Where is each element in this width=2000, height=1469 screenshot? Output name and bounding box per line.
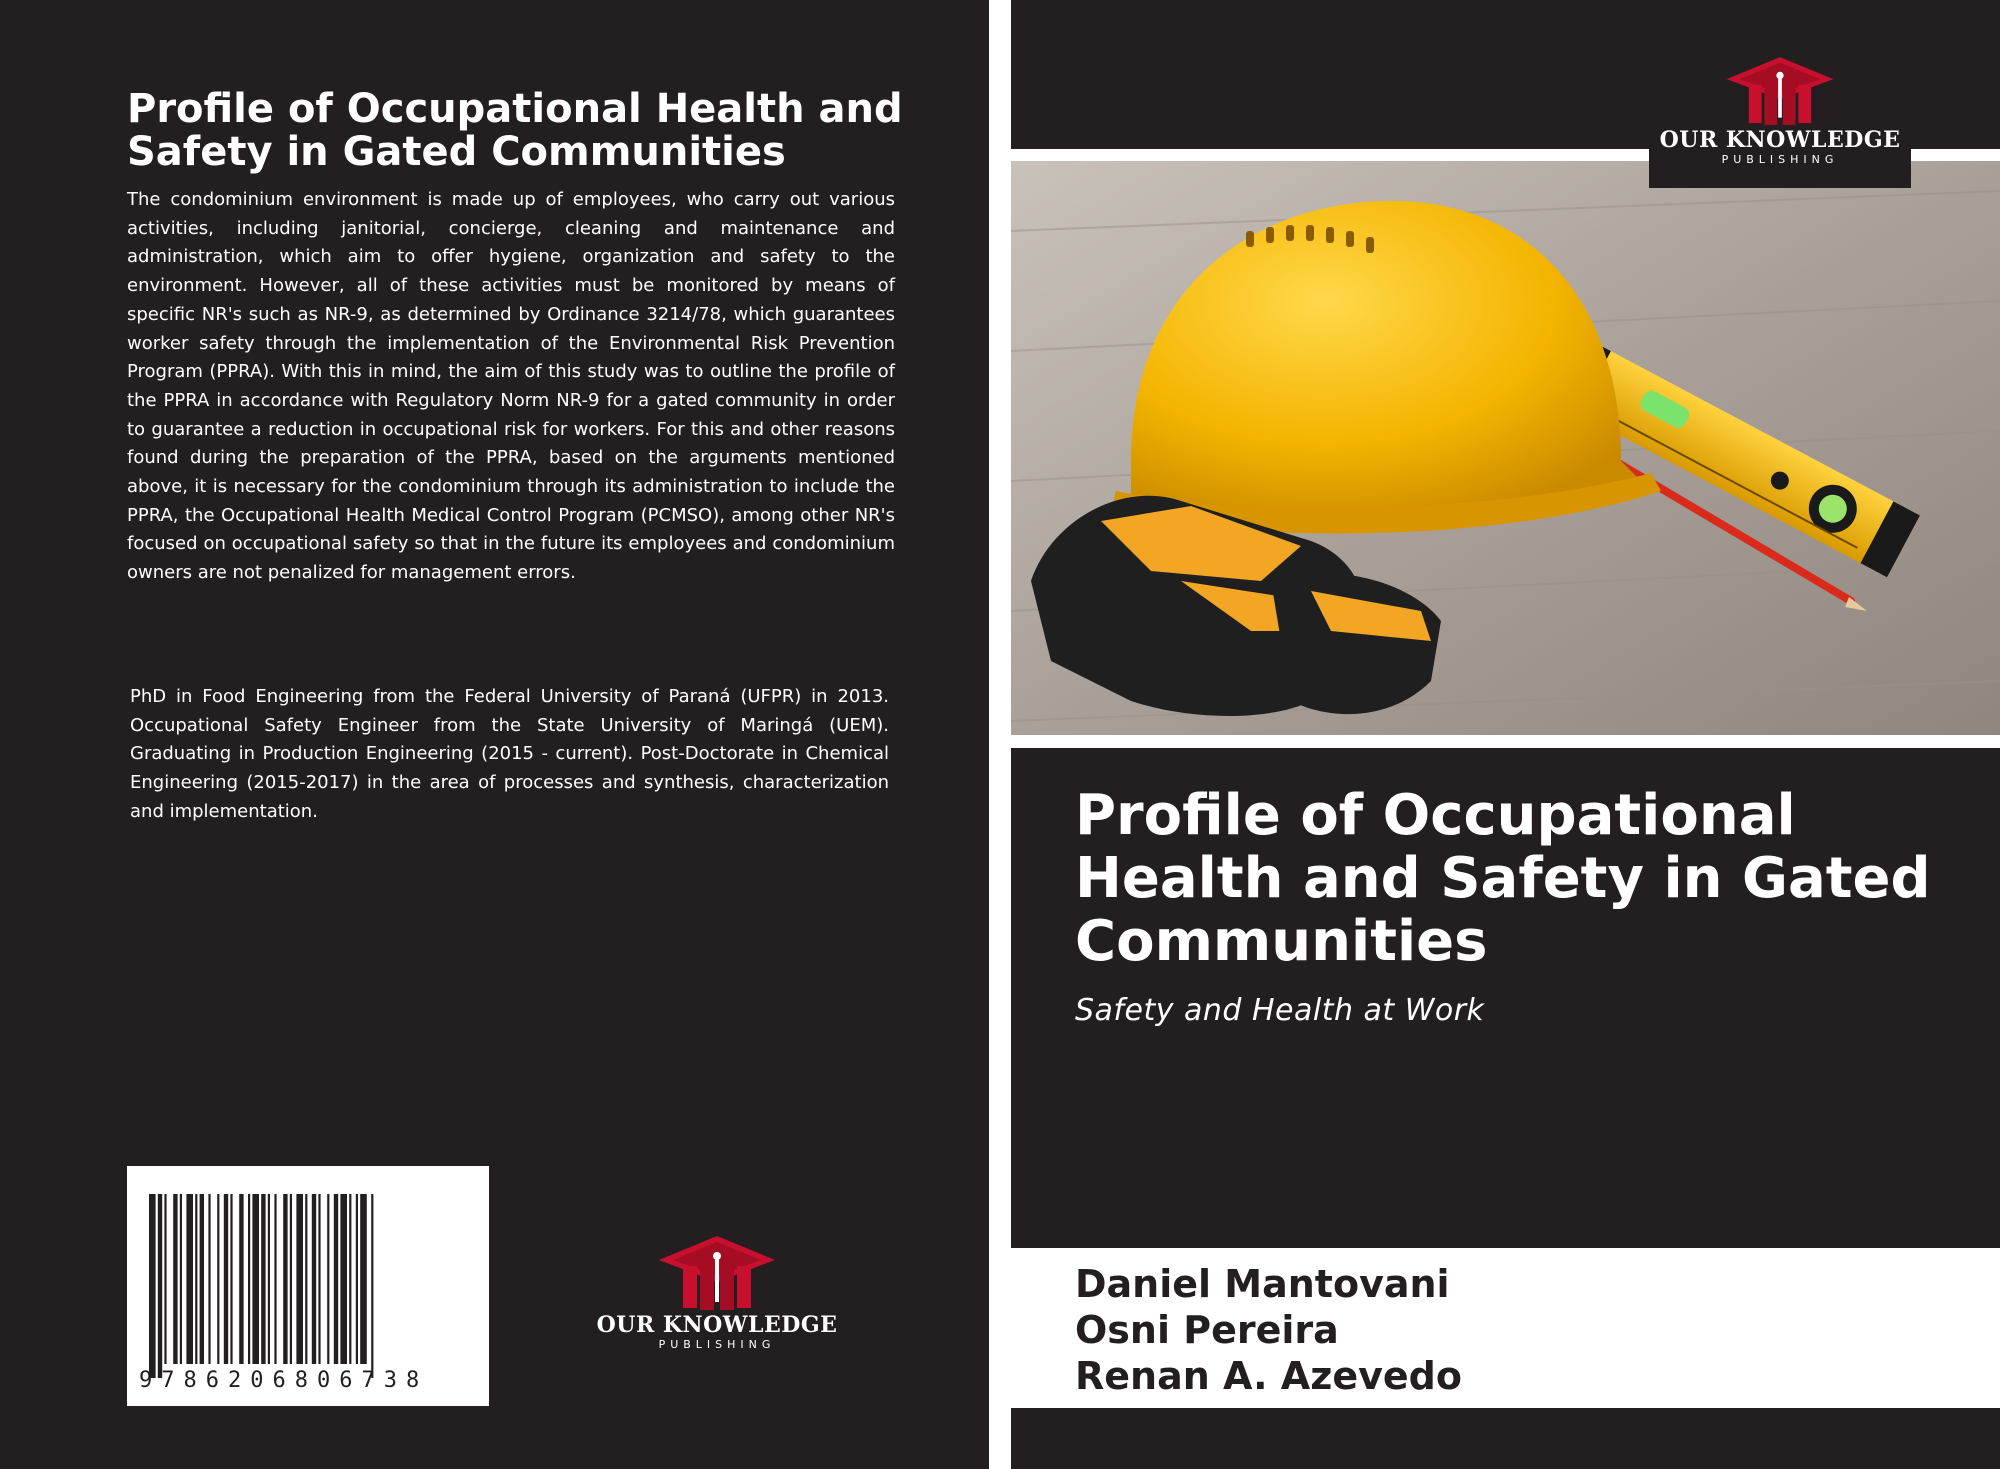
isbn-number: 9786206806738 <box>139 1368 429 1393</box>
publisher-logo-back <box>592 1234 842 1352</box>
barcode-bar <box>158 1194 162 1378</box>
graduation-cap-books-icon <box>657 1234 777 1312</box>
back-cover-blurb: The condominium environment is made up of employees, who carry out various activities, including janitorial, concierge, cleaning and maintenance and administration, which aim to offer hygiene, organization and safety to the environment. However, all of these activities must be monitored by means of specific NR's such as NR-9, as determined by Ordinance 3214/78, which guarantees worker safety through the implementation of the Environmental Risk Prevention Program (PPRA). With this in mind, the aim of this study was to outline the profile of the PPRA in accordance with Regulatory Norm NR-9 for a gated community in order to guarantee a reduction in occupational risk for workers. For this and other reasons found during the preparation of the PPRA, based on the arguments mentioned above, it is necessary for the condominium through its administration to include the PPRA, the Occupational Health Medical Control Program (PCMSO), among other NR's focused on occupational safety so that in the future its employees and condominium owners are not penalized for management errors. <box>127 189 895 584</box>
barcode-bar <box>248 1194 250 1364</box>
front-cover-subtitle: Safety and Health at Work <box>1075 993 1485 1028</box>
publisher-name: OUR KNOWLEDGE <box>1659 127 1901 153</box>
barcode-bar <box>180 1194 182 1364</box>
barcode-bar <box>224 1194 228 1364</box>
barcode-bar <box>230 1194 232 1364</box>
barcode-bar <box>327 1194 329 1364</box>
barcode-bar <box>274 1194 276 1364</box>
barcode-bar <box>340 1194 347 1364</box>
barcode-bar <box>173 1194 177 1364</box>
hard-hat-gloves-level-photo <box>1011 161 2000 735</box>
barcode-bar <box>208 1194 210 1364</box>
barcode-bar <box>312 1194 316 1364</box>
back-cover <box>0 0 989 1469</box>
front-title-band <box>1011 748 2000 1248</box>
barcode-bar <box>200 1194 204 1364</box>
barcode-bar <box>360 1194 367 1364</box>
publisher-logo-front <box>1649 55 1911 167</box>
safety-gear-illustration <box>1011 161 2000 735</box>
barcode-bar <box>164 1194 166 1364</box>
barcode-bar <box>305 1194 307 1364</box>
barcode-bar <box>261 1194 265 1364</box>
front-cover-title: Profile of Occupational Health and Safety in Gated Communities <box>1075 783 1931 974</box>
isbn-barcode <box>127 1166 489 1406</box>
barcode-bar <box>290 1194 292 1364</box>
barcode-bar <box>252 1194 259 1364</box>
barcode-bar <box>186 1194 193 1364</box>
graduation-cap-books-icon <box>1725 55 1835 127</box>
barcode-bar <box>149 1194 156 1378</box>
barcode-bar <box>349 1194 351 1364</box>
publisher-name: OUR KNOWLEDGE <box>596 1312 838 1338</box>
back-cover-title: Profile of Occupational Health and Safety in Gated Communities <box>127 86 903 175</box>
barcode-bar <box>283 1194 287 1364</box>
book-spine <box>989 0 1011 1469</box>
barcode-bar <box>334 1194 338 1364</box>
barcode-bar <box>268 1194 270 1364</box>
barcode-bar <box>296 1194 303 1364</box>
front-bottom-band <box>1011 1408 2000 1469</box>
barcode-bar <box>371 1194 373 1378</box>
author-name: Renan A. Azevedo <box>1075 1354 1462 1398</box>
author-biography: PhD in Food Engineering from the Federal University of Paraná (UFPR) in 2013. Occupational Safety Engineer from the State University of Maringá (UEM). Graduating in Production Engineering (2015 - current). Post-Doctorate in Chemical Engineering (2015-2017) in the area of processes and synthesis, characterization and implementation. <box>130 686 889 822</box>
author-name: Daniel Mantovani <box>1075 1262 1450 1306</box>
publisher-tagline: PUBLISHING <box>658 1338 776 1351</box>
barcode-bar <box>195 1194 197 1364</box>
barcode-bar <box>239 1194 243 1364</box>
author-name: Osni Pereira <box>1075 1308 1339 1352</box>
barcode-bar <box>356 1194 358 1364</box>
authors-band <box>1011 1248 2000 1408</box>
front-logo-panel <box>1649 0 1911 188</box>
barcode-bar <box>318 1194 320 1364</box>
publisher-tagline: PUBLISHING <box>1721 153 1839 166</box>
barcode-bar <box>217 1194 219 1364</box>
